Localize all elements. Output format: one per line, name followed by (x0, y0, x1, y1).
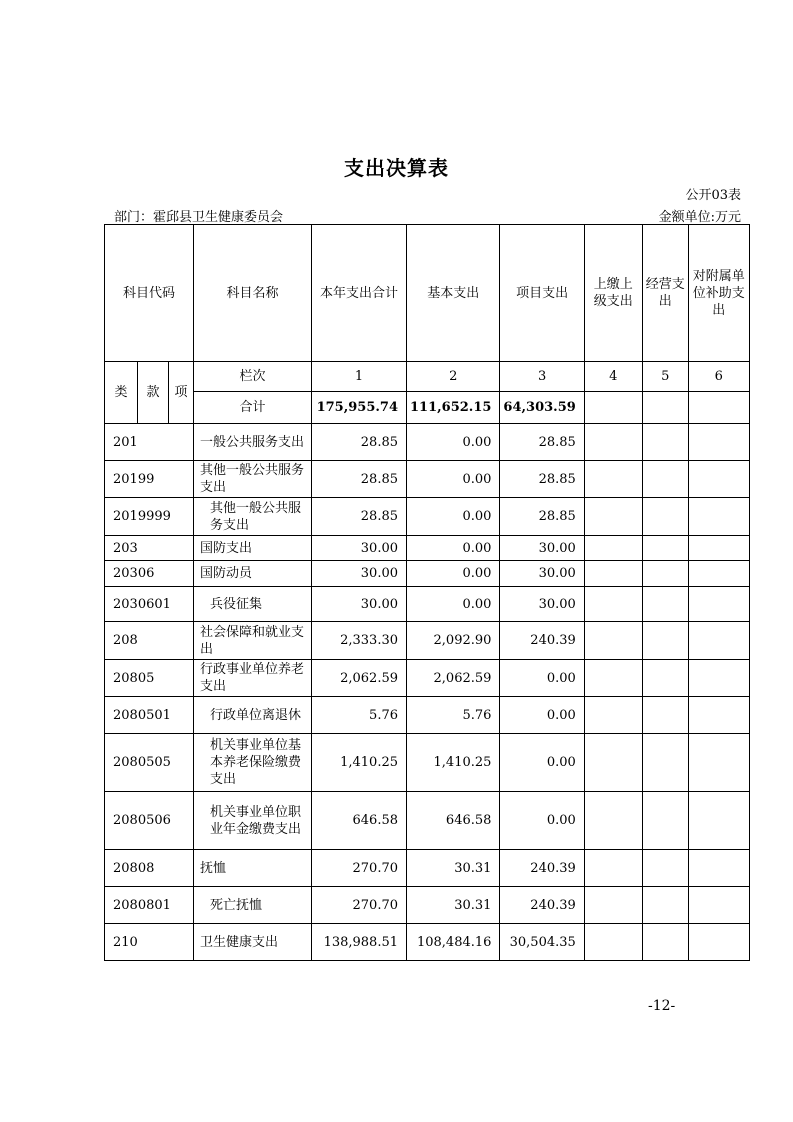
col-number-4: 4 (584, 362, 642, 392)
row-project: 30.00 (500, 561, 584, 587)
row-basic: 0.00 (407, 536, 500, 561)
row-code: 2030601 (105, 587, 194, 622)
row-code: 201 (105, 424, 194, 461)
row-business (642, 587, 688, 622)
table-row (105, 924, 750, 961)
row-project: 240.39 (500, 850, 584, 887)
row-upper (584, 587, 642, 622)
row-project: 0.00 (500, 734, 584, 792)
row-code: 2080801 (105, 887, 194, 924)
col-number-1: 1 (312, 362, 407, 392)
row-name: 卫生健康支出 (194, 924, 312, 961)
row-total: 30.00 (312, 587, 407, 622)
row-name: 兵役征集 (194, 587, 312, 622)
row-name: 抚恤 (194, 850, 312, 887)
row-upper (584, 536, 642, 561)
row-code: 20306 (105, 561, 194, 587)
header-subsidiary: 对附属单位补助支出 (688, 225, 749, 362)
header-row (105, 225, 750, 362)
row-code: 2080506 (105, 792, 194, 850)
table-row (105, 734, 750, 792)
header-kuan: 款 (138, 362, 169, 424)
row-total: 138,988.51 (312, 924, 407, 961)
totals-label: 合计 (194, 392, 312, 424)
form-number: 公开03表 (685, 188, 741, 203)
header-code: 科目代码 (105, 225, 194, 362)
row-business (642, 536, 688, 561)
totals-business (642, 392, 688, 424)
row-name: 行政单位离退休 (194, 697, 312, 734)
row-basic: 0.00 (407, 587, 500, 622)
row-name: 国防支出 (194, 536, 312, 561)
row-basic: 1,410.25 (407, 734, 500, 792)
row-upper (584, 850, 642, 887)
row-basic: 646.58 (407, 792, 500, 850)
row-name: 其他一般公共服务支出 (194, 461, 312, 498)
row-upper (584, 734, 642, 792)
page-number: -12- (648, 998, 676, 1014)
row-basic: 108,484.16 (407, 924, 500, 961)
row-project: 240.39 (500, 887, 584, 924)
row-subsidiary (688, 536, 749, 561)
row-code: 2080505 (105, 734, 194, 792)
row-total: 2,333.30 (312, 622, 407, 660)
table-row (105, 461, 750, 498)
totals-total: 175,955.74 (312, 392, 407, 424)
page-title: 支出决算表 (344, 156, 449, 180)
row-subsidiary (688, 561, 749, 587)
table-row (105, 697, 750, 734)
header-lei: 类 (105, 362, 138, 424)
header-project: 项目支出 (500, 225, 584, 362)
row-project: 28.85 (500, 461, 584, 498)
row-code: 2019999 (105, 498, 194, 536)
row-total: 5.76 (312, 697, 407, 734)
table-row (105, 850, 750, 887)
row-subsidiary (688, 587, 749, 622)
expenditure-table (104, 224, 750, 961)
row-total: 30.00 (312, 536, 407, 561)
row-business (642, 792, 688, 850)
row-business (642, 697, 688, 734)
row-business (642, 924, 688, 961)
table-row (105, 887, 750, 924)
row-code: 210 (105, 924, 194, 961)
totals-subsidiary (688, 392, 749, 424)
row-upper (584, 424, 642, 461)
col-number-2: 2 (407, 362, 500, 392)
header-total: 本年支出合计 (312, 225, 407, 362)
row-upper (584, 622, 642, 660)
row-code: 203 (105, 536, 194, 561)
table-row (105, 792, 750, 850)
row-business (642, 498, 688, 536)
row-name: 死亡抚恤 (194, 887, 312, 924)
row-upper (584, 924, 642, 961)
row-project: 30.00 (500, 587, 584, 622)
row-subsidiary (688, 792, 749, 850)
row-basic: 0.00 (407, 561, 500, 587)
lanci-label: 栏次 (194, 362, 312, 392)
row-code: 20808 (105, 850, 194, 887)
table-row (105, 424, 750, 461)
table-row (105, 536, 750, 561)
row-subsidiary (688, 850, 749, 887)
row-basic: 5.76 (407, 697, 500, 734)
row-name: 机关事业单位职业年金缴费支出 (194, 792, 312, 850)
table-row (105, 498, 750, 536)
row-code: 2080501 (105, 697, 194, 734)
header-xiang: 项 (169, 362, 194, 424)
col-number-6: 6 (688, 362, 749, 392)
row-basic: 30.31 (407, 887, 500, 924)
row-subsidiary (688, 461, 749, 498)
row-subsidiary (688, 622, 749, 660)
row-upper (584, 792, 642, 850)
row-total: 270.70 (312, 887, 407, 924)
row-project: 30,504.35 (500, 924, 584, 961)
row-project: 0.00 (500, 697, 584, 734)
totals-project: 64,303.59 (500, 392, 584, 424)
row-basic: 0.00 (407, 461, 500, 498)
row-code: 208 (105, 622, 194, 660)
table-row (105, 587, 750, 622)
row-business (642, 850, 688, 887)
row-upper (584, 461, 642, 498)
department-label: 部门：霍邱县卫生健康委员会 (114, 210, 284, 225)
row-project: 0.00 (500, 660, 584, 697)
row-upper (584, 498, 642, 536)
header-upper: 上缴上级支出 (584, 225, 642, 362)
row-subsidiary (688, 924, 749, 961)
row-name: 国防动员 (194, 561, 312, 587)
row-basic: 30.31 (407, 850, 500, 887)
row-total: 28.85 (312, 424, 407, 461)
row-subsidiary (688, 734, 749, 792)
row-subsidiary (688, 660, 749, 697)
lanci-row (105, 362, 750, 392)
row-total: 30.00 (312, 561, 407, 587)
row-name: 行政事业单位养老支出 (194, 660, 312, 697)
col-number-5: 5 (642, 362, 688, 392)
row-upper (584, 697, 642, 734)
row-project: 240.39 (500, 622, 584, 660)
totals-basic: 111,652.15 (407, 392, 500, 424)
row-code: 20199 (105, 461, 194, 498)
row-subsidiary (688, 424, 749, 461)
col-number-3: 3 (500, 362, 584, 392)
row-total: 28.85 (312, 461, 407, 498)
table-row (105, 561, 750, 587)
row-name: 一般公共服务支出 (194, 424, 312, 461)
row-business (642, 461, 688, 498)
row-total: 1,410.25 (312, 734, 407, 792)
row-upper (584, 561, 642, 587)
row-total: 2,062.59 (312, 660, 407, 697)
row-project: 28.85 (500, 498, 584, 536)
header-business: 经营支出 (642, 225, 688, 362)
row-business (642, 424, 688, 461)
row-basic: 2,062.59 (407, 660, 500, 697)
row-total: 28.85 (312, 498, 407, 536)
row-business (642, 887, 688, 924)
row-code: 20805 (105, 660, 194, 697)
row-total: 270.70 (312, 850, 407, 887)
row-name: 机关事业单位基本养老保险缴费支出 (194, 734, 312, 792)
row-business (642, 734, 688, 792)
row-basic: 2,092.90 (407, 622, 500, 660)
unit-label: 金额单位:万元 (658, 210, 741, 225)
row-business (642, 622, 688, 660)
row-upper (584, 887, 642, 924)
row-subsidiary (688, 697, 749, 734)
row-project: 30.00 (500, 536, 584, 561)
row-upper (584, 660, 642, 697)
row-total: 646.58 (312, 792, 407, 850)
row-project: 28.85 (500, 424, 584, 461)
row-subsidiary (688, 498, 749, 536)
row-project: 0.00 (500, 792, 584, 850)
header-name: 科目名称 (194, 225, 312, 362)
header-basic: 基本支出 (407, 225, 500, 362)
totals-upper (584, 392, 642, 424)
table-row (105, 660, 750, 697)
row-name: 社会保障和就业支出 (194, 622, 312, 660)
table-row (105, 622, 750, 660)
row-business (642, 660, 688, 697)
row-name: 其他一般公共服务支出 (194, 498, 312, 536)
row-business (642, 561, 688, 587)
row-basic: 0.00 (407, 424, 500, 461)
totals-row (105, 392, 750, 424)
row-subsidiary (688, 887, 749, 924)
row-basic: 0.00 (407, 498, 500, 536)
